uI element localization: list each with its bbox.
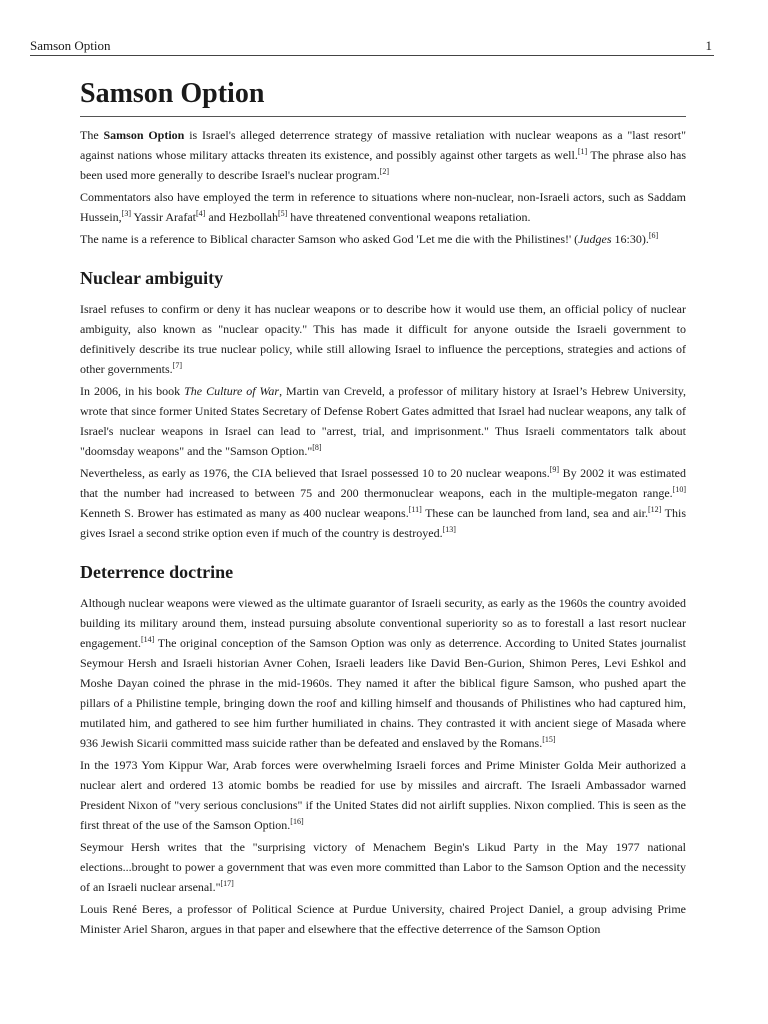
citation-link[interactable]: [1] [577,147,588,156]
text-run: Commentators also have employed the term in reference to situations where non-nuclear, non-Israeli actors, such as Saddam Hussein, [80,190,686,224]
citation-link[interactable]: [2] [379,167,390,176]
citation-link[interactable]: [7] [172,361,182,370]
citation-link[interactable]: [15] [542,735,556,744]
section-heading-nuclear-ambiguity: Nuclear ambiguity [80,268,224,288]
deterrence-doctrine-paragraph-2 [80,755,686,835]
text-run: Seymour Hersh writes that the "surprising victory of Menachem Begin's Likud Party in the May 1977 national elections...brought to power a government that was even more committed than Labor to the Samson Option and the necessity of an Israeli nuclear arsenal." [80,840,686,894]
nuclear-ambiguity-paragraph-3 [80,463,686,543]
text-run: Yassir Arafat [131,210,196,224]
text-run: 16:30). [611,232,649,246]
text-run: Kenneth S. Brower has estimated as many as 400 nuclear weapons. [80,506,409,520]
text-run: In 2006, in his book [80,384,185,398]
italic-book-title: The Culture of War [184,384,280,398]
text-run: Israel refuses to confirm or deny it has nuclear weapons or to describe how it would use them, an official policy of nuclear ambiguity, also known as "nuclear opacity." This has made it difficult for anyone outside the Israeli government to definitively describe its true nuclear policy, while still allowing Israel to influence the perceptions, strategies and actions of other governments. [80,302,686,376]
section-heading-deterrence-doctrine: Deterrence doctrine [80,562,234,582]
text-run: In the 1973 Yom Kippur War, Arab forces were overwhelming Israeli forces and Prime Minister Golda Meir authorized a nuclear alert and ordered 13 atomic bombs be readied for use by missiles and aircraft. The Israeli Ambassador warned President Nixon of "very serious conclusions" if the United States did not airlift supplies. Nixon complied. This is seen as the first threat of the use of the Samson Option. [80,758,686,832]
citation-link[interactable]: [6] [648,231,659,240]
deterrence-doctrine-paragraph-3 [80,837,686,897]
citation-link[interactable]: [16] [290,817,304,826]
text-run: have threatened conventional weapons retaliation. [287,210,531,224]
text-run: By 2002 it was estimated that the number had increased to between 75 and 200 thermonuclear weapons, each in the multiple-megaton range. [80,466,686,500]
citation-link[interactable]: [13] [442,525,456,534]
page-title: Samson Option [80,76,686,117]
text-run: The [80,128,104,142]
text-run: , Martin van Creveld, a professor of military history at Israel’s Hebrew University, wrote that since former United States Secretary of Defense Robert Gates admitted that Israel had nuclear weapons, any talk of Israel's nuclear weapons in Israel can lead to "arrest, trial, and imprisonment." Thus Israeli commentators talk about "doomsday weapons" and the "Samson Option." [80,384,686,458]
text-run: This gives Israel a second strike option even if much of the country is destroyed. [80,506,686,540]
intro-paragraph-1 [80,125,686,185]
nuclear-ambiguity-paragraph-1 [80,299,686,379]
citation-link[interactable]: [17] [220,879,234,888]
text-run: is Israel's alleged deterrence strategy of massive retaliation with nuclear weapons as a "last resort" against nations whose military attacks threaten its existence, and possibly against other targets as well. [80,128,687,162]
citation-link[interactable]: [8] [312,443,322,452]
text-run: and Hezbollah [205,210,278,224]
text-run: Louis René Beres, a professor of Political Science at Purdue University, chaired Project Daniel, a group advising Prime Minister Ariel Sharon, argues in that paper and elsewhere that the effective deterrence of the Samson Option [80,902,686,936]
article-body [80,76,686,939]
deterrence-doctrine-paragraph-1 [80,593,686,753]
bold-term: Samson Option [103,128,185,142]
text-run: The original conception of the Samson Option was only as deterrence. According to United States journalist Seymour Hersh and Israeli historian Avner Cohen, Israeli leaders like David Ben-Gurion, Shimon Peres, Levi Eshkol and Moshe Dayan coined the phrase in the mid-1960s. They named it after the biblical figure Samson, who pushed apart the pillars of a Philistine temple, bringing down the roof and killing himself and thousands of Philistines who had captured him, mutilated him, and gathered to see him further humiliated in chains. They contrasted it with ancient siege of Masada where 936 Jewish Sicarii committed mass suicide rather than be defeated and enslaved by the Romans. [80,636,686,750]
running-header-title: Samson Option [30,38,111,53]
page-number: 1 [705,38,712,53]
citation-link[interactable]: [9] [549,465,560,474]
text-run: Nevertheless, as early as 1976, the CIA believed that Israel possessed 10 to 20 nuclear weapons. [80,466,550,480]
citation-link[interactable]: [11] [408,505,422,514]
text-run: The name is a reference to Biblical character Samson who asked God 'Let me die with the Philistines!' ( [80,232,579,246]
citation-link[interactable]: [5] [277,209,288,218]
deterrence-doctrine-paragraph-4 [80,899,686,939]
text-run: The phrase also has been used more generally to describe Israel's nuclear program. [80,148,687,182]
nuclear-ambiguity-paragraph-2 [80,381,686,461]
citation-link[interactable]: [4] [196,209,206,218]
text-run: These can be launched from land, sea and air. [421,506,648,520]
text-run: Although nuclear weapons were viewed as the ultimate guarantor of Israeli security, as early as the 1960s the country avoided building its military around them, instead pursuing absolute conventional superiority so as to forestall a last resort nuclear engagement. [80,596,686,650]
intro-paragraph-2 [80,187,686,227]
italic-term: Judges [578,232,612,246]
running-header [30,37,714,56]
intro-paragraph-3 [80,229,686,249]
citation-link[interactable]: [12] [648,505,662,514]
citation-link[interactable]: [10] [672,485,686,494]
citation-link[interactable]: [3] [121,209,131,218]
citation-link[interactable]: [14] [140,635,155,644]
